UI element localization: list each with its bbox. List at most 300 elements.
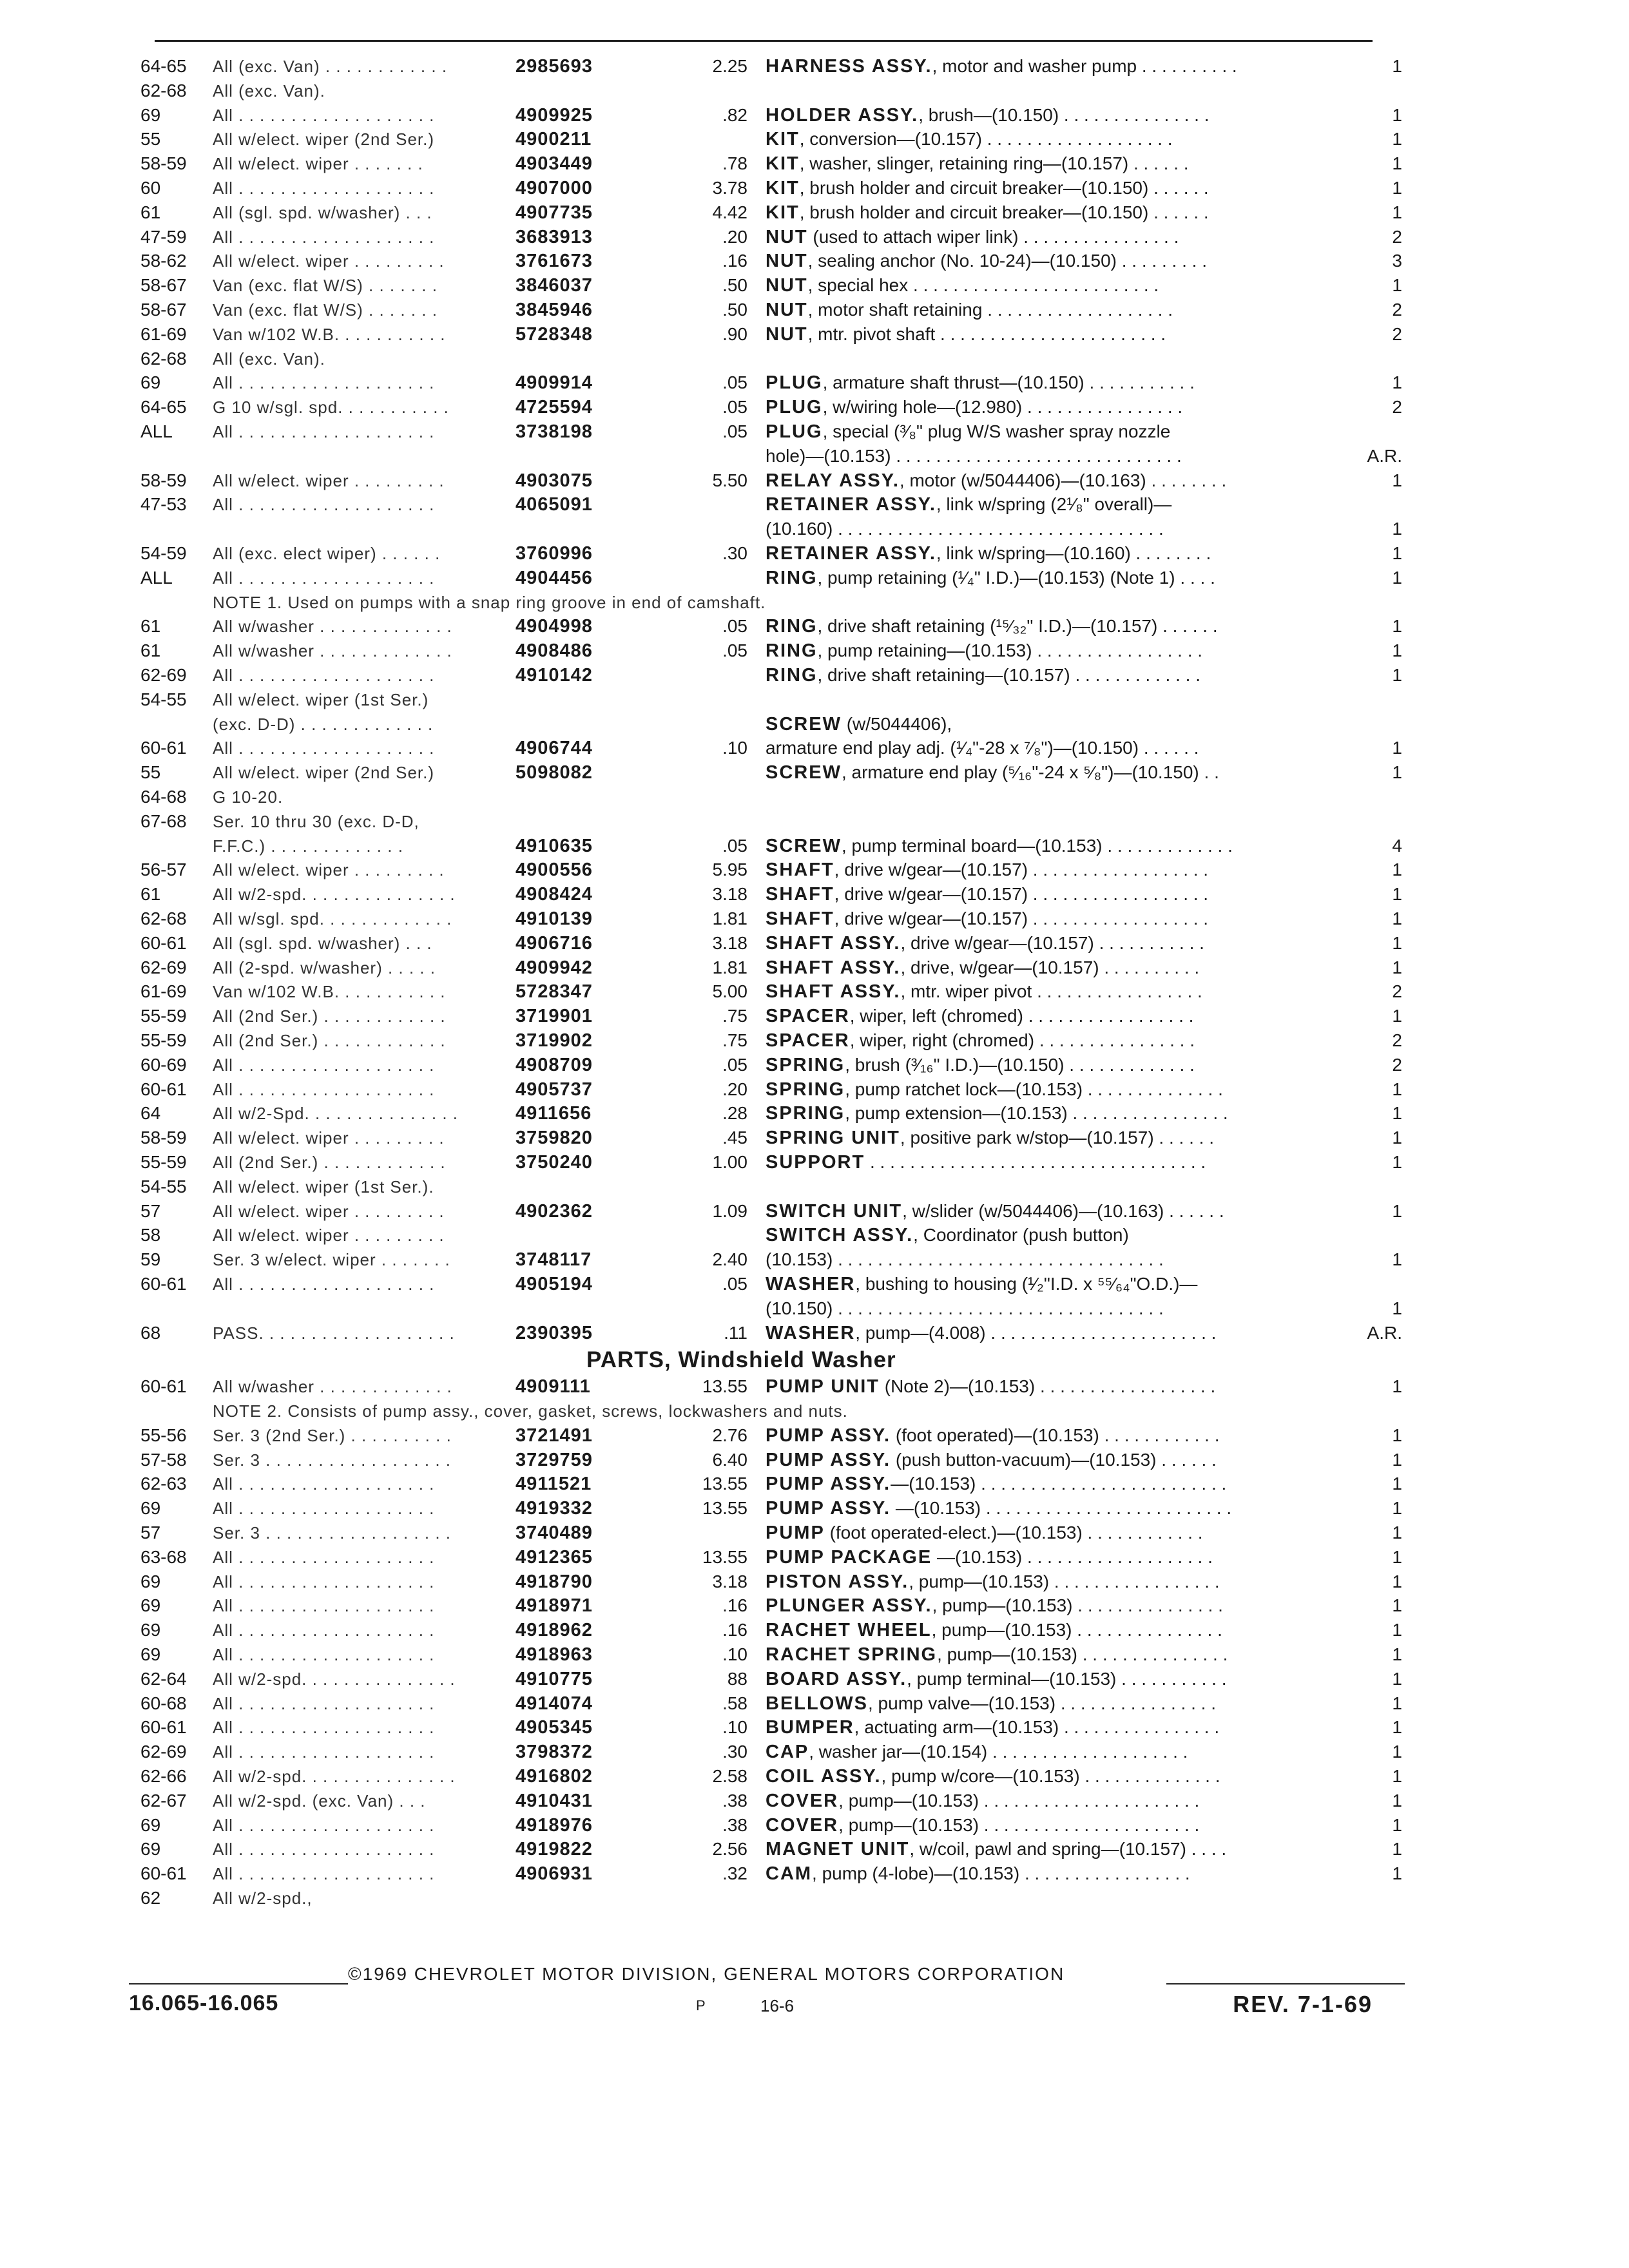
part-description — [766, 517, 1164, 541]
quantity: 2 — [1392, 323, 1402, 344]
quantity: A.R. — [1367, 445, 1402, 466]
part-number: 3846037 — [516, 275, 593, 296]
footer-rule-left — [129, 1983, 348, 1984]
list-price: 5.50 — [712, 470, 747, 490]
list-price: .16 — [722, 1595, 747, 1616]
list-price: 3.18 — [712, 932, 747, 953]
quantity: 1 — [1392, 1717, 1402, 1738]
part-row — [0, 322, 1629, 347]
quantity: 4 — [1392, 835, 1402, 856]
part-row — [0, 541, 1629, 566]
part-detail: , wiper, left (chromed) . . . . . . . . . . . . . . . . . — [849, 1006, 1194, 1026]
part-number: 3759820 — [516, 1128, 593, 1149]
part-name: BOARD ASSY. — [766, 1668, 907, 1689]
model-years: 61 — [140, 616, 161, 637]
part-description — [766, 1296, 1164, 1321]
part-name: RACHET SPRING — [766, 1644, 938, 1665]
part-number: 4902362 — [516, 1200, 593, 1222]
part-name: SWITCH ASSY. — [766, 1225, 914, 1246]
list-price: 13.55 — [702, 1474, 747, 1494]
application: All . . . . . . . . . . . . . . . . . . . — [213, 105, 435, 125]
part-description — [766, 444, 1182, 468]
part-detail: (used to attach wiper link) . . . . . . . . . . . . . . . . — [807, 226, 1179, 247]
part-number: 3740489 — [516, 1523, 593, 1543]
revision-date: REV. 7-1-69 — [1233, 1991, 1373, 2017]
quantity: 1 — [1392, 932, 1402, 953]
part-description — [766, 151, 1189, 176]
part-row — [0, 736, 1629, 760]
part-description — [766, 1642, 1228, 1667]
part-number: 4904998 — [516, 616, 593, 637]
application: All w/elect. wiper (2nd Ser.) — [213, 763, 435, 783]
part-name: WASHER — [766, 1322, 856, 1343]
part-row — [0, 1028, 1629, 1053]
model-years: 55-56 — [140, 1425, 187, 1445]
model-years: 62-69 — [140, 665, 187, 685]
part-number: 4916802 — [516, 1766, 593, 1787]
application: All w/elect. wiper (1st Ser.). — [213, 1177, 434, 1196]
part-name: SHAFT ASSY. — [766, 981, 901, 1003]
application: PASS. . . . . . . . . . . . . . . . . . . — [213, 1323, 455, 1343]
part-description — [766, 1570, 1220, 1594]
application: All . . . . . . . . . . . . . . . . . . . — [213, 178, 435, 198]
part-description — [766, 127, 1173, 151]
application: All . . . . . . . . . . . . . . . . . . . — [213, 1840, 435, 1860]
part-name: SHAFT — [766, 908, 834, 929]
part-row — [0, 566, 1629, 590]
part-detail: (10.153) . . . . . . . . . . . . . . . . . . . . . . . . . . . . . . . . . — [766, 1249, 1164, 1270]
application: All w/washer . . . . . . . . . . . . . — [213, 617, 452, 637]
part-number: 5728348 — [516, 323, 593, 345]
part-number: 3719902 — [516, 1030, 593, 1051]
model-years: 47-53 — [140, 494, 187, 515]
part-row — [0, 760, 1629, 785]
part-detail: , link w/spring—(10.160) . . . . . . . . — [936, 543, 1211, 563]
application: Ser. 3 (2nd Ser.) . . . . . . . . . . — [213, 1425, 452, 1445]
list-price: .20 — [722, 1079, 747, 1099]
part-detail: , brush (³⁄₁₆" I.D.)—(10.150) . . . . . . . . . . . . . — [845, 1054, 1195, 1075]
application: All w/sgl. spd. . . . . . . . . . . . . — [213, 909, 452, 928]
part-number: 4903449 — [516, 153, 593, 175]
list-price: .05 — [722, 421, 747, 441]
model-years: 55 — [140, 129, 161, 149]
part-name: PUMP ASSY. — [766, 1498, 891, 1519]
part-row — [0, 1715, 1629, 1740]
part-number: 3798372 — [516, 1742, 593, 1763]
part-row — [0, 1837, 1629, 1861]
part-number: 5098082 — [516, 762, 593, 783]
model-years: 47-59 — [140, 226, 187, 247]
part-detail: (w/5044406), — [841, 713, 952, 734]
quantity: 1 — [1392, 1425, 1402, 1445]
list-price: 2.25 — [712, 56, 747, 76]
model-years: 63-68 — [140, 1546, 187, 1567]
model-years: 56-57 — [140, 860, 187, 880]
part-name: MAGNET UNIT — [766, 1839, 910, 1860]
model-years: 69 — [140, 1814, 161, 1835]
part-description — [766, 1004, 1193, 1028]
part-row — [0, 1789, 1629, 1813]
list-price: .10 — [722, 1717, 747, 1738]
part-row — [0, 1175, 1629, 1199]
list-price: .30 — [722, 543, 747, 563]
application: All . . . . . . . . . . . . . . . . . . . — [213, 1645, 435, 1664]
list-price: .05 — [722, 1054, 747, 1075]
model-years: 64-65 — [140, 397, 187, 418]
part-detail: , w/wiring hole—(12.980) . . . . . . . . . . . . . . . . — [822, 397, 1183, 418]
footer-rule-right — [1166, 1983, 1405, 1984]
part-row — [0, 1496, 1629, 1521]
part-detail: , motor (w/5044406)—(10.163) . . . . . . . . — [899, 470, 1227, 490]
model-years: 69 — [140, 372, 161, 393]
application: All . . . . . . . . . . . . . . . . . . . — [213, 227, 435, 247]
part-name: BUMPER — [766, 1717, 854, 1738]
part-detail: , w/slider (w/5044406)—(10.163) . . . . . . — [902, 1200, 1224, 1221]
quantity: 1 — [1392, 1814, 1402, 1835]
part-row — [0, 1296, 1629, 1321]
model-years: 69 — [140, 1571, 161, 1591]
list-price: .16 — [722, 1620, 747, 1640]
model-years: 58-67 — [140, 300, 187, 320]
quantity: 1 — [1392, 275, 1402, 296]
part-number: 4900211 — [516, 129, 592, 150]
part-detail: , conversion—(10.157) . . . . . . . . . . . . . . . . . . . — [799, 129, 1173, 149]
quantity: 2 — [1392, 1030, 1402, 1050]
part-row — [0, 1545, 1629, 1570]
part-name: SPACER — [766, 1030, 850, 1051]
quantity: 2 — [1392, 981, 1402, 1002]
part-number: 3721491 — [516, 1425, 593, 1446]
part-detail: (push button-vacuum)—(10.153) . . . . . . — [891, 1449, 1217, 1470]
list-price: 2.40 — [712, 1249, 747, 1270]
part-name: RELAY ASSY. — [766, 470, 900, 491]
list-price: .45 — [722, 1128, 747, 1148]
part-description — [766, 1053, 1195, 1077]
application: All w/elect. wiper . . . . . . . . . — [213, 1128, 445, 1148]
part-number: 3683913 — [516, 226, 593, 247]
part-row — [0, 1150, 1629, 1175]
model-years: 57 — [140, 1523, 161, 1542]
part-description — [766, 1199, 1224, 1224]
part-row — [0, 809, 1629, 834]
part-number: 4065091 — [516, 494, 593, 515]
part-row — [0, 956, 1629, 980]
part-name: SWITCH UNIT — [766, 1200, 903, 1222]
quantity: 1 — [1392, 1079, 1402, 1099]
part-row — [0, 1423, 1629, 1448]
part-description — [766, 249, 1207, 273]
model-years: 58-59 — [140, 153, 187, 174]
list-price: .16 — [722, 251, 747, 271]
part-description — [766, 614, 1218, 639]
application: All . . . . . . . . . . . . . . . . . . . — [213, 738, 435, 758]
part-row — [0, 663, 1629, 687]
application: All . . . . . . . . . . . . . . . . . . . — [213, 1620, 435, 1640]
part-number: 3729759 — [516, 1449, 593, 1470]
part-name: SHAFT ASSY. — [766, 932, 901, 954]
list-price: 13.55 — [702, 1546, 747, 1567]
application: All w/elect. wiper (2nd Ser.) — [213, 130, 435, 149]
model-years: 60-61 — [140, 1079, 187, 1099]
application: All w/elect. wiper . . . . . . . . . — [213, 251, 445, 271]
page-number: 16-6 — [760, 1996, 795, 2015]
part-number: 4912365 — [516, 1546, 593, 1568]
group-range: 16.065-16.065 — [129, 1991, 279, 2015]
part-description — [766, 492, 1171, 517]
part-description — [766, 1618, 1222, 1642]
quantity: 1 — [1392, 1766, 1402, 1786]
list-price: .32 — [722, 1863, 747, 1884]
list-price: .50 — [722, 275, 747, 296]
quantity: 1 — [1392, 1546, 1402, 1567]
part-row — [0, 1199, 1629, 1224]
part-name: SHAFT — [766, 884, 834, 905]
part-row — [0, 1272, 1629, 1296]
application: All . . . . . . . . . . . . . . . . . . . — [213, 666, 435, 685]
part-detail: (10.150) . . . . . . . . . . . . . . . . . . . . . . . . . . . . . . . . . — [766, 1298, 1164, 1318]
part-name: SCREW — [766, 835, 842, 856]
quantity: 1 — [1392, 1474, 1402, 1494]
model-years: 67-68 — [140, 811, 187, 831]
quantity: 1 — [1392, 884, 1402, 905]
application: All . . . . . . . . . . . . . . . . . . . — [213, 1499, 435, 1519]
part-description — [766, 1272, 1197, 1296]
list-price: .20 — [722, 226, 747, 247]
part-name: SCREW — [766, 713, 842, 735]
application: All . . . . . . . . . . . . . . . . . . . — [213, 1274, 435, 1294]
part-name: PLUNGER ASSY. — [766, 1595, 932, 1617]
part-detail: (10.160) . . . . . . . . . . . . . . . . . . . . . . . . . . . . . . . . . — [766, 519, 1164, 539]
part-name: RACHET WHEEL — [766, 1620, 932, 1641]
part-detail: , pump—(10.153) . . . . . . . . . . . . . . . . . . . . . . — [838, 1814, 1200, 1835]
part-detail: . . . . . . . . . . . . . . . . . . . . . . . . . . . . . . . . . . — [865, 1152, 1206, 1172]
quantity: 1 — [1392, 178, 1402, 198]
list-price: .05 — [722, 1274, 747, 1294]
quantity: 1 — [1392, 153, 1402, 174]
list-price: 13.55 — [702, 1498, 747, 1519]
list-price: .10 — [722, 738, 747, 758]
quantity: 1 — [1392, 129, 1402, 149]
part-name: COVER — [766, 1790, 839, 1811]
page-prefix: P — [696, 1997, 706, 2013]
application: All (2nd Ser.) . . . . . . . . . . . . — [213, 1006, 446, 1026]
quantity: 1 — [1392, 1376, 1402, 1397]
part-name: SHAFT ASSY. — [766, 957, 901, 978]
part-number: 4725594 — [516, 397, 593, 418]
model-years: 58-67 — [140, 275, 187, 296]
part-detail: , brush holder and circuit breaker—(10.150) . . . . . . — [799, 178, 1209, 198]
part-detail: , bushing to housing (¹⁄₂"I.D. x ⁵⁵⁄₆₄"O.D.)— — [855, 1274, 1198, 1294]
part-detail: , armature end play (⁵⁄₁₆"-24 x ⁵⁄₈")—(10.150) . . — [841, 762, 1219, 783]
list-price: 1.00 — [712, 1152, 747, 1172]
part-detail: , actuating arm—(10.153) . . . . . . . . . . . . . . . . — [854, 1717, 1220, 1738]
model-years: 58 — [140, 1225, 161, 1245]
part-detail: , w/coil, pawl and spring—(10.157) . . . . — [909, 1839, 1227, 1860]
part-detail: , brush—(10.150) . . . . . . . . . . . . . . . — [918, 104, 1210, 125]
part-name: SCREW — [766, 762, 842, 783]
model-years: 61 — [140, 884, 161, 905]
quantity: 1 — [1392, 1152, 1402, 1172]
part-description — [766, 225, 1179, 249]
part-description — [766, 566, 1215, 590]
application: All w/washer . . . . . . . . . . . . . — [213, 641, 452, 661]
part-row — [0, 444, 1629, 468]
list-price: .75 — [722, 1006, 747, 1026]
part-description — [766, 273, 1159, 298]
part-description — [766, 419, 1170, 444]
list-price: 3.78 — [712, 178, 747, 198]
part-number: 4918963 — [516, 1644, 593, 1665]
part-description — [766, 956, 1199, 980]
part-number: 4909942 — [516, 957, 593, 978]
part-name: PUMP PACKAGE — [766, 1546, 932, 1568]
quantity: 1 — [1392, 1103, 1402, 1124]
part-name: PISTON ASSY. — [766, 1571, 909, 1592]
model-years: 60-61 — [140, 1717, 187, 1738]
part-detail: , washer jar—(10.154) . . . . . . . . . . . . . . . . . . . . — [809, 1742, 1188, 1762]
list-price: .05 — [722, 397, 747, 418]
part-name: WASHER — [766, 1274, 856, 1294]
part-row — [0, 931, 1629, 956]
part-name: KIT — [766, 202, 800, 223]
application: All . . . . . . . . . . . . . . . . . . . — [213, 1742, 435, 1762]
model-years: 62 — [140, 1888, 161, 1908]
part-description — [766, 1764, 1220, 1789]
quantity: 2 — [1392, 1054, 1402, 1075]
part-number: 3719901 — [516, 1006, 593, 1027]
part-description — [766, 1101, 1228, 1126]
part-name: RETAINER ASSY. — [766, 494, 936, 515]
quantity: 1 — [1392, 1790, 1402, 1811]
model-years: 57 — [140, 1200, 161, 1221]
application: All (exc. elect wiper) . . . . . . — [213, 544, 441, 563]
part-description — [766, 1715, 1219, 1740]
model-years: 60-61 — [140, 932, 187, 953]
quantity: 1 — [1392, 1523, 1402, 1542]
part-detail: —(10.153) . . . . . . . . . . . . . . . . . . . . . . . . . — [891, 1474, 1227, 1494]
part-name: PUMP ASSY. — [766, 1425, 891, 1446]
part-detail: , pump—(10.153) . . . . . . . . . . . . . . . . . . . . . . — [838, 1790, 1200, 1811]
part-name: PLUG — [766, 397, 823, 418]
quantity: 1 — [1392, 616, 1402, 637]
part-name: RING — [766, 640, 818, 662]
part-detail: hole)—(10.153) . . . . . . . . . . . . . . . . . . . . . . . . . . . . . — [766, 445, 1182, 466]
application: All (2nd Ser.) . . . . . . . . . . . . — [213, 1153, 446, 1172]
part-number: 3748117 — [516, 1249, 592, 1271]
part-number: 4909925 — [516, 104, 593, 126]
part-row — [0, 1886, 1629, 1910]
part-description — [766, 1028, 1195, 1053]
quantity: 1 — [1392, 372, 1402, 393]
part-description — [766, 1077, 1223, 1102]
quantity: 1 — [1392, 1620, 1402, 1640]
model-years: 60-61 — [140, 1376, 187, 1397]
list-price: .82 — [722, 104, 747, 125]
model-years: 58-59 — [140, 470, 187, 490]
list-price: .11 — [724, 1322, 747, 1343]
part-name: PLUG — [766, 372, 823, 394]
list-price: 3.18 — [712, 1571, 747, 1591]
part-row — [0, 79, 1629, 103]
list-price: .90 — [722, 323, 747, 344]
quantity: 1 — [1392, 1863, 1402, 1884]
model-years: 69 — [140, 1498, 161, 1519]
model-years: 62-63 — [140, 1474, 187, 1494]
application: All w/elect. wiper . . . . . . . . . — [213, 470, 445, 490]
part-description — [766, 1321, 1216, 1345]
part-row — [0, 1472, 1629, 1496]
model-years: 59 — [140, 1249, 161, 1270]
model-years: 64-65 — [140, 56, 187, 76]
part-number: 4919332 — [516, 1498, 593, 1519]
model-years: 60-69 — [140, 1054, 187, 1075]
part-row — [0, 614, 1629, 639]
part-name: BELLOWS — [766, 1693, 868, 1714]
part-description — [766, 370, 1195, 395]
list-price: .75 — [722, 1030, 747, 1050]
quantity: 1 — [1392, 1644, 1402, 1664]
model-years: 69 — [140, 1644, 161, 1664]
part-description — [766, 1223, 1129, 1247]
model-years: 60-61 — [140, 738, 187, 758]
part-row — [0, 907, 1629, 931]
part-number: 4910635 — [516, 835, 593, 856]
quantity: 1 — [1392, 1595, 1402, 1616]
application: All w/2-spd. (exc. Van) . . . — [213, 1791, 426, 1811]
part-detail: , pump ratchet lock—(10.153) . . . . . . . . . . . . . . — [845, 1079, 1223, 1099]
part-detail: , special hex . . . . . . . . . . . . . . . . . . . . . . . . . — [807, 275, 1159, 296]
quantity: 1 — [1392, 1449, 1402, 1470]
part-detail: , motor and washer pump . . . . . . . . . . — [932, 56, 1237, 76]
application: All (exc. Van) . . . . . . . . . . . . — [213, 57, 448, 76]
part-row — [0, 785, 1629, 809]
part-description — [766, 760, 1219, 785]
quantity: 1 — [1392, 665, 1402, 685]
part-number: 4904456 — [516, 567, 593, 588]
application: All (2nd Ser.) . . . . . . . . . . . . — [213, 1031, 446, 1050]
part-name: PUMP ASSY. — [766, 1474, 891, 1495]
part-number: 4918976 — [516, 1814, 593, 1836]
part-row — [0, 419, 1629, 444]
application: Van w/102 W.B. . . . . . . . . . . — [213, 324, 446, 344]
part-row — [0, 468, 1629, 493]
part-number: 4907735 — [516, 202, 593, 223]
part-detail: , pump—(10.153) . . . . . . . . . . . . . . . — [937, 1644, 1228, 1664]
part-description — [766, 1496, 1231, 1521]
part-description — [766, 395, 1182, 419]
part-description — [766, 176, 1209, 200]
model-years: 55-59 — [140, 1152, 187, 1172]
application: All w/elect. wiper . . . . . . . . . — [213, 860, 445, 880]
model-years: 54-55 — [140, 689, 187, 709]
model-years: 58-59 — [140, 1128, 187, 1148]
part-description — [766, 1150, 1206, 1175]
part-name: NUT — [766, 251, 808, 272]
part-row — [0, 1223, 1629, 1247]
part-description — [766, 834, 1233, 858]
model-years: 54-59 — [140, 543, 187, 563]
part-name: SHAFT — [766, 860, 834, 881]
part-detail: —(10.153) . . . . . . . . . . . . . . . . . . . — [932, 1546, 1213, 1567]
part-name: SPACER — [766, 1006, 850, 1027]
part-detail: , pump retaining (¹⁄₄" I.D.)—(10.153) (Note 1) . . . . — [817, 567, 1215, 588]
part-description — [766, 1813, 1199, 1838]
list-price: 2.58 — [712, 1766, 747, 1786]
model-years: 61 — [140, 640, 161, 661]
model-years: 54-55 — [140, 1176, 187, 1196]
part-row — [0, 176, 1629, 200]
part-description — [766, 1374, 1215, 1399]
